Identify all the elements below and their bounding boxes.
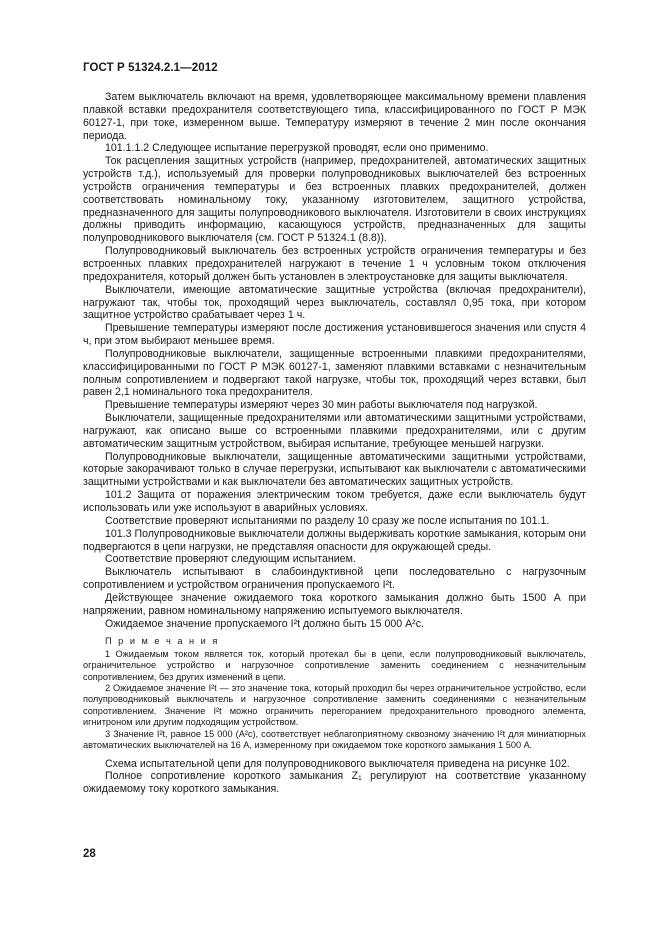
body-text (83, 91, 586, 796)
paragraph: Превышение температуры измеряют после достижения установившегося значения или спустя 4 ч, при этом выбирают меньшее время. (83, 322, 586, 348)
paragraph: Выключатель испытывают в слабоиндуктивной цепи последовательно с нагрузочным сопротивлением и устройством ограничения пропускаемого I²t. (83, 566, 586, 592)
note-item: 3 Значение I²t, равное 15 000 (A²c), соответствует неблагоприятному сквозному значению I²t для миниатюрных автоматических выключателей на 16 А, измеренному при ожидаемом токе короткого замыкания 1 500 А. (83, 728, 586, 751)
paragraph: Ток расцепления защитных устройств (например, предохранителей, автоматических защитных устройств т.д.), используемый для проверки полупроводниковых выключателей без встроенных устройств ограничения температуры и без встроенных плавких предохранителей, должен соответствовать номинальному току, указанному изготовителем, защитного устройства, предназначенного для защиты полупроводникового выключателя. Изготовители в своих инструкциях должны приводить информацию, касающуюся устройств, предназначенных для защиты полупроводникового выключателя (см. ГОСТ Р 51324.1 (8.8)). (83, 155, 586, 245)
paragraph: 101.3 Полупроводниковые выключатели должны выдерживать короткие замыкания, которым они подвергаются в цепи нагрузки, не представляя опасности для окружающей среды. (83, 527, 586, 553)
closing-text (83, 758, 586, 797)
paragraph: Полное сопротивление короткого замыкания Z₁ регулируют на соответствие указанному ожидаемому току короткого замыкания. (83, 770, 586, 796)
paragraph: Полупроводниковые выключатели, защищенные автоматическими защитными устройствами, которые закорачивают только в случае перегрузки, испытывают как выключатели с автоматическими защитными устройствами и как выключатели без автоматических защитных устройств. (83, 450, 586, 489)
note-item: 1 Ожидаемым током является ток, который протекал бы в цепи, если полупроводниковый выключатель, ограничительное устройство и нагрузочное сопротивление заменить соединением с незначительным сопротивлением, без других изменений в цепи. (83, 648, 586, 682)
paragraph: Затем выключатель включают на время, удовлетворяющее максимальному времени плавления плавкой вставки предохранителя соответствующего типа, классифицированного по ГОСТ Р МЭК 60127-1, при токе, измеренном выше. Температуру измеряют в течение 2 мин после окончания периода. (83, 91, 586, 142)
paragraph: Превышение температуры измеряют через 30 мин работы выключателя под нагрузкой. (105, 399, 538, 412)
note-item: 2 Ожидаемое значение I²t — это значение тока, который проходил бы через ограничительное устройство, если полупроводниковый выключатель и нагрузочное сопротивление заменить соединениями с незначительным сопротивлением. Значение I²t можно ограничить перегоранием предохранительного проводного элемента, игнитроном или другим подходящим устройством. (83, 683, 586, 728)
notes-block (83, 636, 586, 751)
notes-title: П р и м е ч а н и я (105, 636, 220, 647)
paragraph: Соответствие проверяют испытаниями по разделу 10 сразу же после испытания по 101.1. (105, 514, 550, 527)
page-header-standard-title: ГОСТ Р 51324.2.1—2012 (83, 62, 218, 74)
paragraph: Схема испытательной цепи для полупроводникового выключателя приведена на рисунке 102. (105, 757, 570, 770)
paragraph: Ожидаемое значение пропускаемого I²t должно быть 15 000 A²c. (105, 617, 424, 630)
paragraph: Соответствие проверяют следующим испытанием. (105, 553, 356, 566)
paragraph: 101.1.1.2 Следующее испытание перегрузкой проводят, если оно применимо. (105, 142, 489, 155)
paragraph: Действующее значение ожидаемого тока короткого замыкания должно быть 1500 А при напряжении, равном номинальному напряжению испытуемого выключателя. (83, 591, 586, 617)
paragraph: Полупроводниковые выключатели, защищенные встроенными плавкими предохранителями, классифицированными по ГОСТ Р МЭК 60127-1, заменяют плавкими вставками с незначительным полным сопротивлением и подвергают такой нагрузке, чтобы ток, проходящий через вставки, был равен 2,1 номинального тока предохранителя. (83, 347, 586, 399)
paragraph: Выключатели, защищенные предохранителями или автоматическими защитными устройствами, нагружают, как описано выше со встроенными плавкими предохранителями, или с другим автоматическим защитным устройством, выбирая испытание, требующее меньшей нагрузки. (83, 412, 586, 450)
paragraph: Выключатели, имеющие автоматические защитные устройства (включая предохранители), нагружают так, чтобы ток, проходящий через выключатель, составлял 0,95 тока, при котором защитное устройство срабатывает через 1 ч. (83, 283, 586, 322)
paragraph: Полупроводниковый выключатель без встроенных устройств ограничения температуры и без встроенных плавких предохранителей нагружают в течение 1 ч условным током отключения предохранителя, который должен быть установлен в электроустановке для защиты выключателя. (83, 245, 586, 283)
paragraph: 101.2 Защита от поражения электрическим током требуется, даже если выключатель будут использовать или уже используют в аварийных условиях. (83, 489, 586, 514)
page-number: 28 (83, 848, 96, 860)
